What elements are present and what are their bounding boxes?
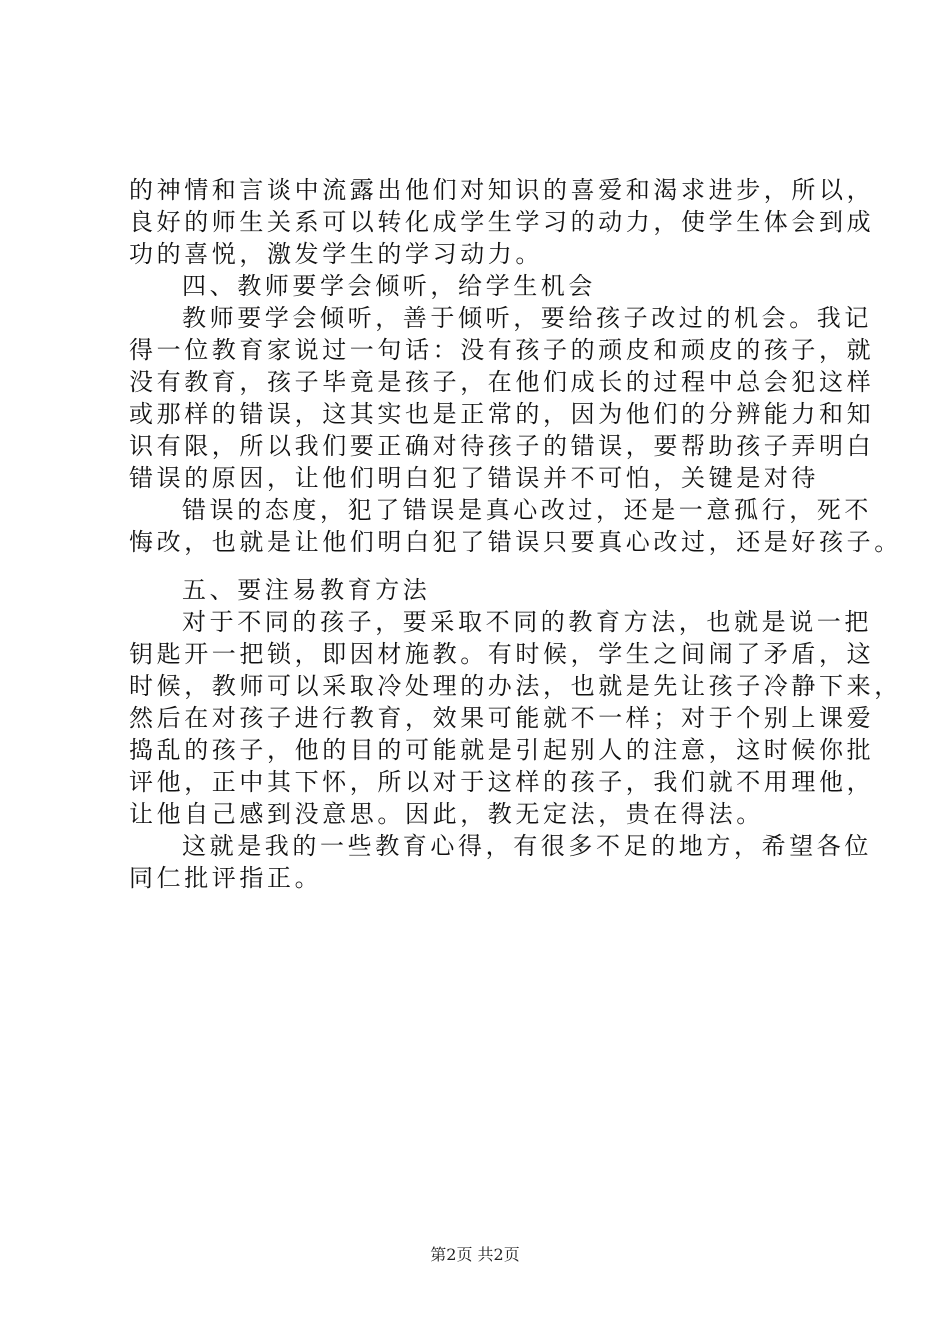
body-text-line: 钥匙开一把锁，即因材施教。有时候，学生之间闹了矛盾，这 <box>129 640 875 668</box>
body-text-line: 对于不同的孩子，要采取不同的教育方法，也就是说一把 <box>182 608 872 636</box>
section-heading-5: 五、要注易教育方法 <box>182 576 431 604</box>
body-text-line: 教师要学会倾听，善于倾听，要给孩子改过的机会。我记 <box>182 304 872 332</box>
section-heading-4: 四、教师要学会倾听，给学生机会 <box>182 272 596 300</box>
body-text-line: 识有限，所以我们要正确对待孩子的错误，要帮助孩子弄明白 <box>129 432 875 460</box>
body-text-line: 错误的原因，让他们明白犯了错误并不可怕，关键是对待 <box>129 464 819 492</box>
body-text-line: 然后在对孩子进行教育，效果可能就不一样；对于个别上课爱 <box>129 704 875 732</box>
body-text-line: 没有教育，孩子毕竟是孩子，在他们成长的过程中总会犯这样 <box>129 368 875 396</box>
body-text-line: 功的喜悦，激发学生的学习动力。 <box>129 240 543 268</box>
body-text-line: 的神情和言谈中流露出他们对知识的喜爱和渴求进步，所以， <box>129 176 875 204</box>
body-text-line: 错误的态度，犯了错误是真心改过，还是一意孤行，死不 <box>182 496 872 524</box>
body-text-line: 让他自己感到没意思。因此，教无定法，贵在得法。 <box>129 800 764 828</box>
body-text-line: 捣乱的孩子，他的目的可能就是引起别人的注意，这时候你批 <box>129 736 875 764</box>
body-text-line: 时候，教师可以采取冷处理的办法，也就是先让孩子冷静下来， <box>129 672 902 700</box>
body-text-line: 或那样的错误，这其实也是正常的，因为他们的分辨能力和知 <box>129 400 875 428</box>
body-text-line: 同仁批评指正。 <box>129 864 323 892</box>
body-text-line: 得一位教育家说过一句话：没有孩子的顽皮和顽皮的孩子，就 <box>129 336 875 364</box>
body-text-line: 评他，正中其下怀，所以对于这样的孩子，我们就不用理他， <box>129 768 875 796</box>
page-number-footer: 第2页 共2页 <box>430 1245 520 1264</box>
body-text-line: 悔改，也就是让他们明白犯了错误只要真心改过，还是好孩子。 <box>129 528 902 556</box>
body-text-line: 这就是我的一些教育心得，有很多不足的地方，希望各位 <box>182 832 872 860</box>
body-text-line: 良好的师生关系可以转化成学生学习的动力，使学生体会到成 <box>129 208 875 236</box>
